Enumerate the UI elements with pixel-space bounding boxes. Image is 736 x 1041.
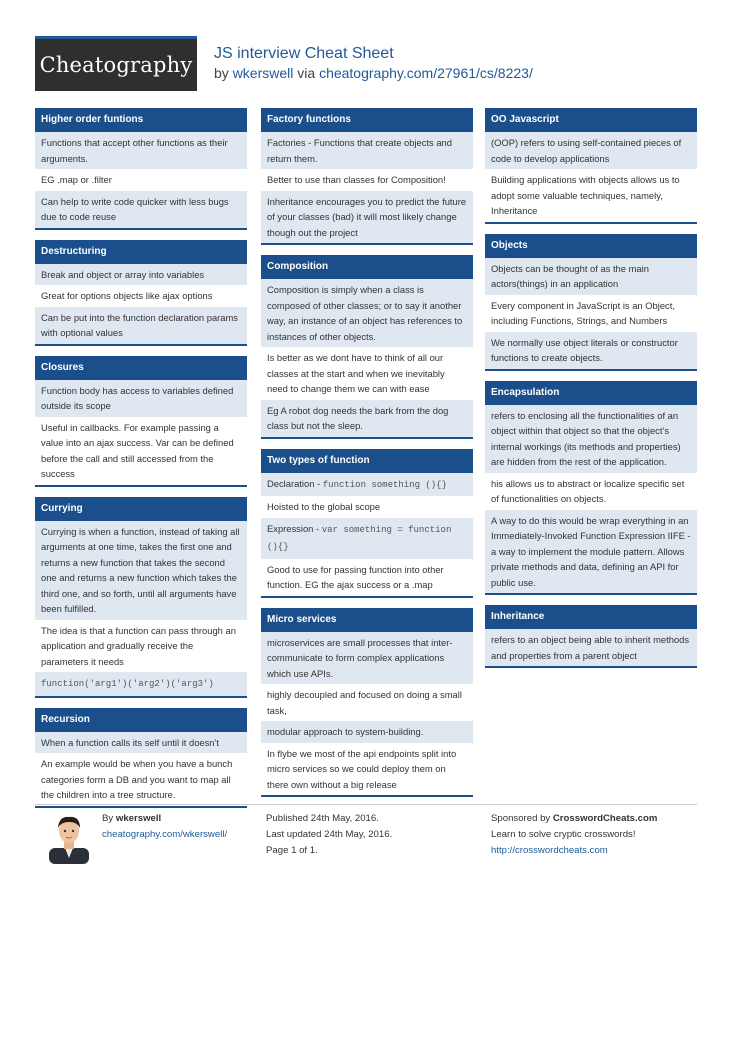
sponsor-tagline: Learn to solve cryptic crosswords! (491, 829, 636, 840)
section-row (261, 559, 473, 596)
column-1 (35, 108, 247, 818)
updated-date: Last updated 24th May, 2016. (266, 829, 393, 840)
row-text: Composition is simply when a class is composed of other classes; or to say it another way, an instance of an object has references to instances of other objects. (267, 284, 463, 342)
section-title: Closures (35, 356, 247, 380)
section (485, 381, 697, 596)
section-row (35, 132, 247, 169)
by-prefix: by (214, 65, 233, 81)
row-text: Currying is when a function, instead of taking all arguments at one time, takes the first one and returns a new function that takes the second one and returns a new function which takes the third one, and so forth, until all arguments have been fulfilled. (41, 525, 240, 614)
section-row (35, 672, 247, 696)
sponsor-prefix: Sponsored by (491, 813, 553, 824)
row-text: Functions that accept other functions as their arguments. (41, 137, 228, 164)
section (485, 605, 697, 668)
section-row (261, 279, 473, 347)
sponsor-link[interactable]: http://crosswordcheats.com (491, 845, 608, 856)
section-row (261, 496, 473, 518)
section-row (35, 753, 247, 806)
footer-publish-info (266, 811, 392, 859)
footer-divider (35, 804, 697, 805)
row-text: We normally use object literals or constructor functions to create objects. (491, 336, 678, 363)
page-number: Page 1 of 1. (266, 845, 318, 856)
section-title: Currying (35, 497, 247, 521)
section (35, 497, 247, 698)
row-text: (OOP) refers to using self-contained pieces of code to develop applications (491, 137, 682, 164)
footer-author-name: wkerswell (115, 813, 162, 824)
footer-by-label: By (102, 813, 116, 824)
section-row (35, 191, 247, 228)
section (261, 255, 473, 439)
section-row (485, 473, 697, 510)
sheet-url-link[interactable]: cheatography.com/27961/cs/8223/ (319, 65, 533, 81)
row-text: modular approach to system-building. (267, 726, 424, 737)
section-row (35, 169, 247, 191)
section (261, 108, 473, 245)
section-title: Encapsulation (485, 381, 697, 405)
row-text: The idea is that a function can pass through an application and gradually receive the parameters it needs (41, 624, 236, 667)
row-text: his allows us to abstract or localize specific set of functionalities on objects. (491, 477, 685, 504)
section-title: Micro services (261, 608, 473, 632)
byline (214, 65, 533, 81)
column-3 (485, 108, 697, 678)
row-text: An example would be when you have a bunch categories form a DB and you want to map all the children into a tree structure. (41, 758, 233, 800)
row-text: refers to enclosing all the functionalities of an object within that object so that the object’s internal workings (its methods and properties) are hidden from the rest of the application. (491, 409, 681, 467)
row-text: Good to use for passing function into other function. EG the ajax success or a .map (267, 563, 444, 590)
section-row (485, 132, 697, 169)
row-text: highly decoupled and focused on doing a small task, (267, 689, 462, 716)
section (35, 240, 247, 346)
section-title: Destructuring (35, 240, 247, 264)
section-row (35, 307, 247, 344)
row-text: In flybe we most of the api endpoints split into micro services so we could deploy them on there own without a big release (267, 747, 457, 790)
section (35, 108, 247, 230)
row-text: Useful in callbacks. For example passing a value into an ajax success. Var can be defined before the call and still accessed from the success (41, 421, 234, 479)
footer-sponsor (491, 811, 657, 859)
section-row (485, 332, 697, 369)
row-text: Can help to write code quicker with less bugs due to code reuse (41, 195, 229, 222)
section-row (485, 295, 697, 332)
section-title: Objects (485, 234, 697, 258)
section-row (261, 473, 473, 497)
row-text: Hoisted to the global scope (267, 501, 381, 512)
section-title: OO Javascript (485, 108, 697, 132)
section-row (35, 732, 247, 754)
column-2 (261, 108, 473, 807)
section-row (485, 629, 697, 666)
published-date: Published 24th May, 2016. (266, 813, 379, 824)
section-row (35, 620, 247, 673)
row-text: Is better as we dont have to think of all our classes at the start and when we inevitably need to change them we can with ease (267, 352, 445, 394)
row-text: When a function calls its self until it doesn't (41, 736, 219, 748)
code-snippet: var something = function (){} (267, 524, 452, 552)
row-text: Building applications with objects allows us to adopt some valuable techniques, namely, Inheritance (491, 174, 680, 216)
section-row (261, 132, 473, 169)
section-row (35, 380, 247, 417)
section-row (261, 721, 473, 743)
row-text: Eg A robot dog needs the bark from the dog class but not the sleep. (267, 404, 449, 431)
row-text: Better to use than classes for Composition! (267, 174, 446, 185)
row-text: Can be put into the function declaration params with optional values (41, 311, 238, 338)
author-link[interactable]: wkerswell (232, 65, 294, 81)
row-text: Great for options objects like ajax options (41, 290, 213, 301)
section-row (35, 285, 247, 307)
section-title: Inheritance (485, 605, 697, 629)
row-text: Function body has access to variables defined outside its scope (41, 384, 234, 411)
code-snippet: function('arg1')('arg2')('arg3') (41, 679, 214, 689)
section-row (35, 521, 247, 620)
section-title: Factory functions (261, 108, 473, 132)
row-text: Declaration - (267, 477, 323, 489)
row-text: EG .map or .filter (41, 174, 112, 185)
row-text: A way to do this would be wrap everything in an Immediately-Invoked Function Expression IIFE - a way to implement the module pattern. Allows private methods and data, defining an API for public use. (491, 514, 691, 588)
section-row (261, 743, 473, 796)
section-row (261, 191, 473, 244)
row-text: Factories - Functions that create objects and return them. (267, 137, 452, 164)
row-text: Expression - (267, 522, 322, 534)
footer-author-link[interactable]: cheatography.com/wkerswell/ (102, 829, 228, 840)
section-title: Composition (261, 255, 473, 279)
section-title: Two types of function (261, 449, 473, 473)
row-text: microservices are small processes that inter-communicate to form complex applications which use APIs. (267, 636, 453, 679)
section (261, 449, 473, 598)
row-text: Every component in JavaScript is an Object, including Functions, Strings, and Numbers (491, 299, 675, 326)
footer-author (102, 811, 227, 843)
row-text: Inheritance encourages you to predict the future of your classes (bad) it will most likely change though out the project (267, 195, 467, 238)
cheatography-logo[interactable] (35, 36, 197, 91)
row-text: Break and object or array into variables (41, 268, 205, 280)
section-row (35, 417, 247, 485)
page-title: JS interview Cheat Sheet (214, 45, 394, 62)
section (485, 234, 697, 371)
section-row (261, 400, 473, 437)
section-row (261, 684, 473, 721)
section-row (35, 264, 247, 286)
section-row (485, 405, 697, 473)
section-row (261, 518, 473, 559)
row-text: refers to an object being able to inherit methods and properties from a parent object (491, 634, 690, 661)
section (485, 108, 697, 224)
row-text: Objects can be thought of as the main actors(things) in an application (491, 262, 649, 289)
section-row (485, 510, 697, 594)
via-text: via (293, 65, 320, 81)
section (35, 708, 247, 808)
section-row (261, 632, 473, 685)
code-snippet: function something (){} (322, 479, 447, 490)
header (35, 36, 697, 90)
avatar (49, 812, 89, 864)
section-title: Recursion (35, 708, 247, 732)
section (35, 356, 247, 487)
section (261, 608, 473, 798)
section-row (261, 347, 473, 400)
section-title: Higher order funtions (35, 108, 247, 132)
section-row (261, 169, 473, 191)
sponsor-name: CrosswordCheats.com (552, 813, 658, 824)
logo-text: Cheatography (39, 53, 193, 77)
section-row (485, 258, 697, 295)
section-row (485, 169, 697, 222)
